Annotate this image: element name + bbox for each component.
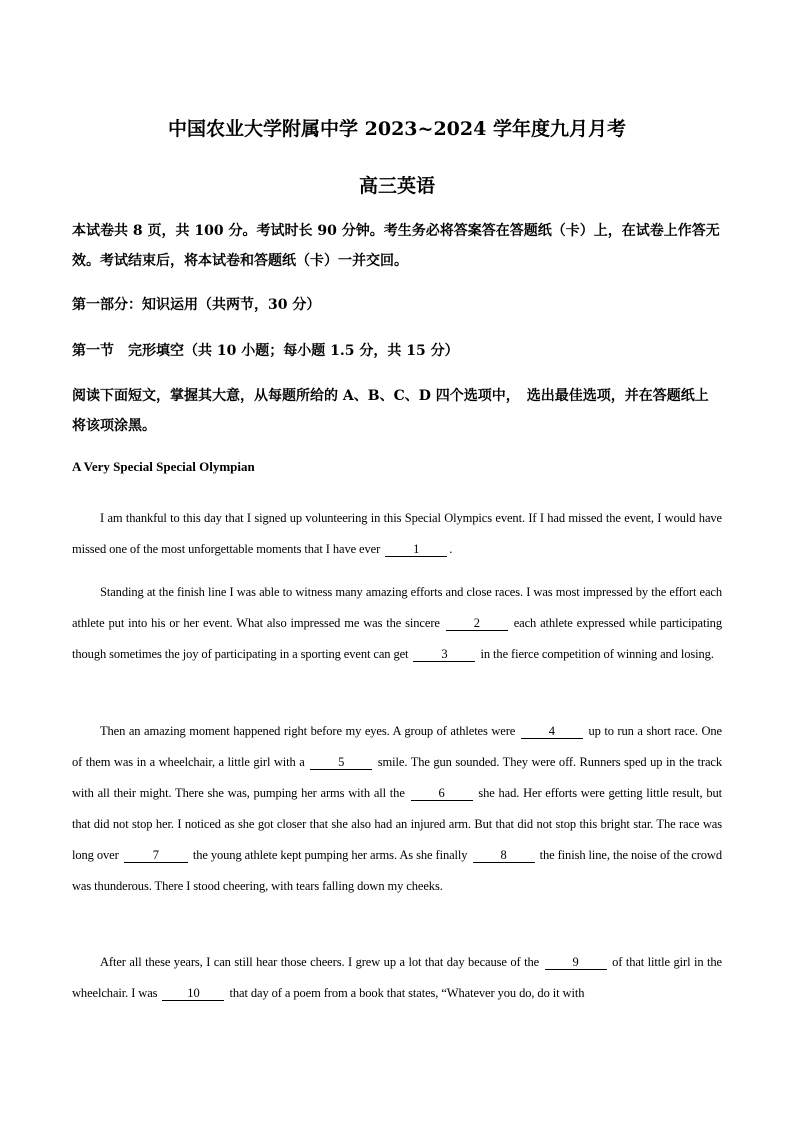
exam-title: 中国农业大学附属中学 2023~2024 学年度九月月考 xyxy=(168,118,626,140)
reading-directions: 阅读下面短文，掌握其大意，从每题所给的 A、B、C、D 四个选项中， 选出最佳选项，并在答题纸上将该项涂黑。 xyxy=(72,388,709,434)
cloze-blank-2: 2 xyxy=(446,616,508,631)
paragraph-text: each athlete expressed while participating though sometimes the joy of participating in a sporting event can get xyxy=(72,616,722,661)
paragraph-text: . xyxy=(449,542,453,556)
article-paragraph-2 xyxy=(72,577,722,670)
paragraph-text: Then an amazing moment happened right before my eyes. A group of athletes were xyxy=(100,724,516,738)
cloze-blank-1: 1 xyxy=(385,542,447,557)
paragraph-text: the finish line, the noise of the crowd was thunderous. There I stood cheering, with tears falling down my cheeks. xyxy=(72,848,722,893)
paragraph-text: in the fierce competition of winning and losing. xyxy=(480,647,714,661)
section-heading: 第一节 完形填空（共 10 小题；每小题 1.5 分，共 15 分） xyxy=(72,343,459,359)
paragraph-text: she had. Her efforts were getting little result, but that did not stop her. I noticed as she got closer that she also had an injured arm. But that did not stop this bright star. The race was long over xyxy=(72,786,723,862)
article-paragraph-3 xyxy=(72,716,722,902)
part-heading: 第一部分：知识运用（共两节，30 分） xyxy=(72,297,321,313)
cloze-blank-4: 4 xyxy=(521,724,583,739)
cloze-blank-6: 6 xyxy=(411,786,473,801)
exam-subject: 高三英语 xyxy=(358,175,435,197)
paragraph-text: the young athlete kept pumping her arms. As she finally xyxy=(192,848,468,862)
cloze-blank-8: 8 xyxy=(473,848,535,863)
paragraph-text: Standing at the finish line I was able to witness many amazing efforts and close races. I was most impressed by the effort each athlete put into his or her event. What also impressed me was the sincere xyxy=(72,585,722,630)
paragraph-text: that day of a poem from a book that states, “Whatever you do, do it with xyxy=(229,986,585,1000)
article-paragraph-1 xyxy=(72,503,722,565)
paragraph-text: smile. The gun sounded. They were off. Runners sped up in the track with all their might. There she was, pumping her arms with all the xyxy=(72,755,722,800)
paragraph-text: of that little girl in the wheelchair. I was xyxy=(72,955,722,1000)
exam-instructions: 本试卷共 8 页，共 100 分。考试时长 90 分钟。考生务必将答案答在答题纸（卡）上，在试卷上作答无效。考试结束后，将本试卷和答题纸（卡）一并交回。 xyxy=(72,223,720,269)
article-paragraph-4 xyxy=(72,947,722,1009)
paragraph-text: up to run a short race. One of them was in a wheelchair, a little girl with a xyxy=(72,724,723,769)
article-title: A Very Special Special Olympian xyxy=(72,459,255,474)
cloze-blank-9: 9 xyxy=(545,955,607,970)
cloze-blank-10: 10 xyxy=(162,986,224,1001)
cloze-blank-5: 5 xyxy=(310,755,372,770)
cloze-blank-7: 7 xyxy=(124,848,188,863)
cloze-blank-3: 3 xyxy=(413,647,475,662)
paragraph-text: I am thankful to this day that I signed up volunteering in this Special Olympics event. If I had missed the event, I would have missed one of the most unforgettable moments that I have ever xyxy=(72,511,722,556)
paragraph-text: After all these years, I can still hear those cheers. I grew up a lot that day because of the xyxy=(100,955,540,969)
